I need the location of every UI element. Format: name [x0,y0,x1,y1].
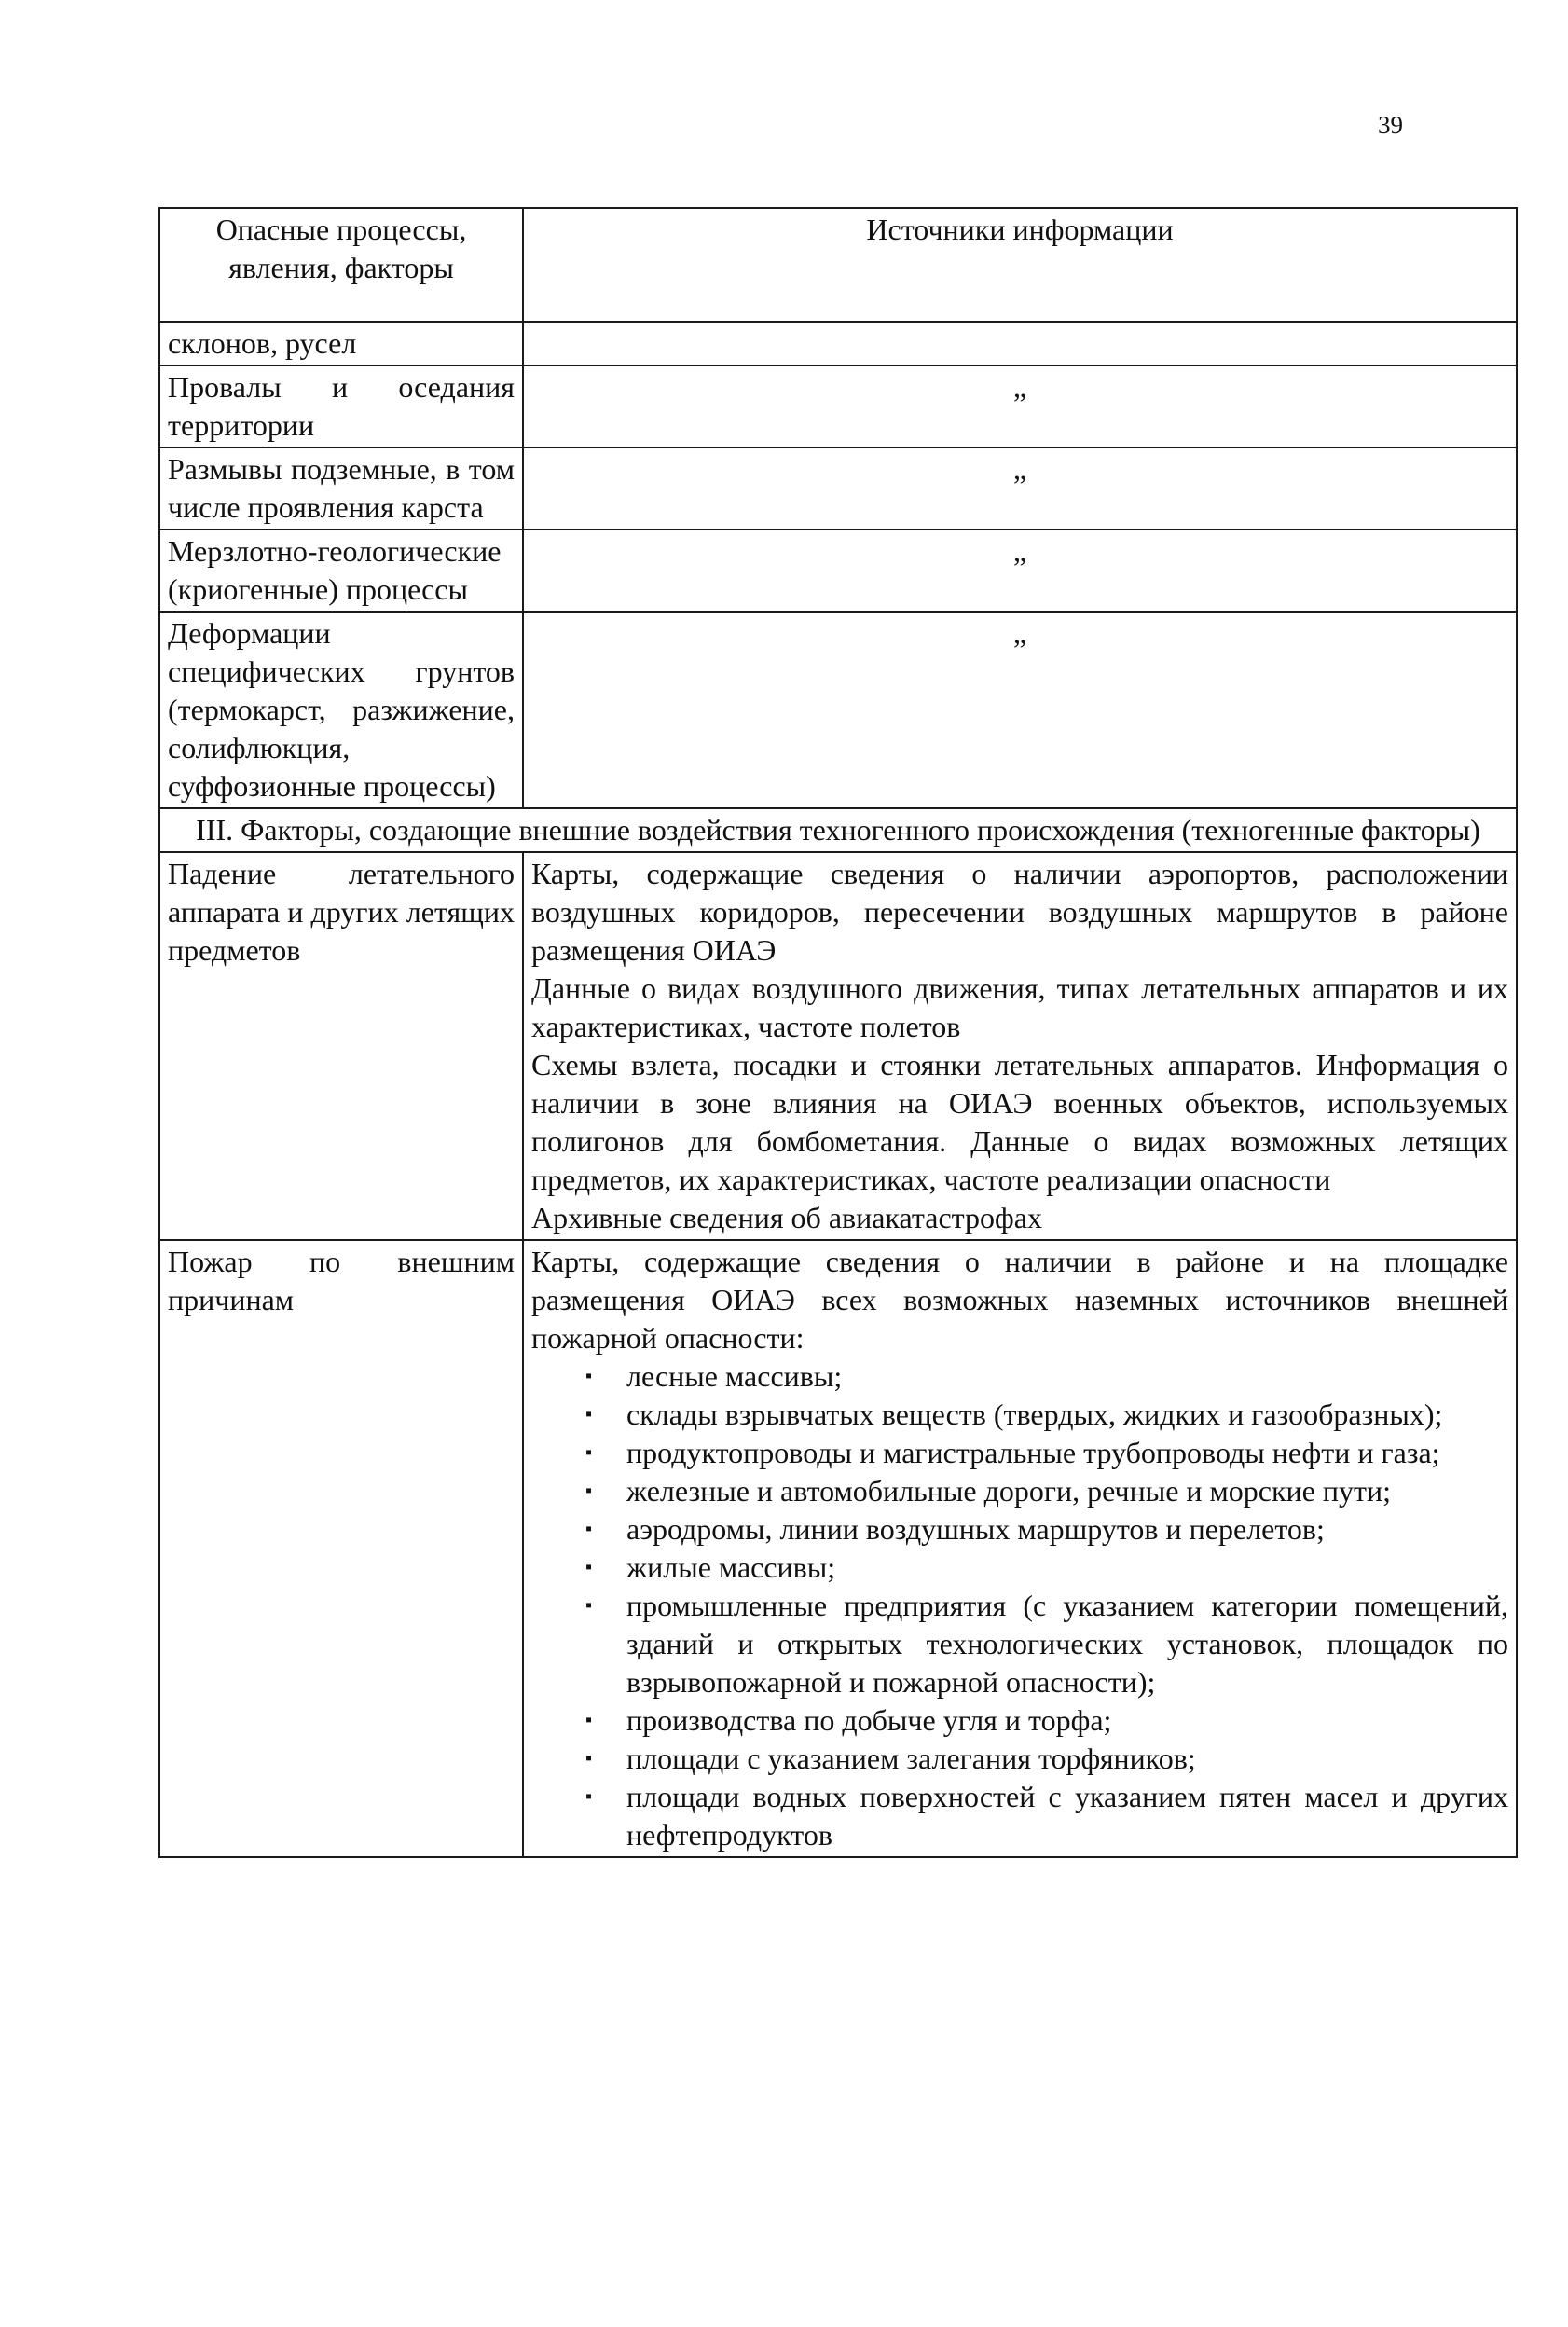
list-item-text: промышленные предприятия (с указанием категории помещений, зданий и открытых технологических установок, площадок по взрывопожарной и пожарной опасности); [626,1589,1508,1699]
ditto-mark: „ [523,448,1517,530]
list-item-text: аэродромы, линии воздушных маршрутов и перелетов; [626,1512,1325,1546]
fire-sources-list [531,1357,1508,1854]
bullet-icon: ▪ [585,1519,593,1539]
bullet-icon: ▪ [585,1442,593,1463]
bullet-icon: ▪ [585,1366,593,1386]
process-cell: Мерзлотно-геологические (криогенные) процессы [159,530,523,612]
table-row [159,322,1517,365]
source-intro: Карты, содержащие сведения о наличии в районе и на площадке размещения ОИАЭ всех возможных наземных источников внешней пожарной опасности: [531,1245,1508,1355]
list-item-text: жилые массивы; [626,1550,836,1584]
list-item-text: площади водных поверхностей с указанием пятен масел и других нефтепродуктов [626,1780,1508,1852]
table-row [159,612,1517,808]
list-item [585,1510,1508,1549]
list-item-text: производства по добыче угля и торфа; [626,1703,1112,1737]
process-cell: Провалы и оседания территории [159,365,523,448]
hazards-table [158,207,1518,1858]
list-item [585,1396,1508,1434]
ditto-mark: „ [523,612,1517,808]
list-item [585,1357,1508,1396]
source-cell [523,1240,1517,1857]
process-cell: Пожар по внешним причинам [159,1240,523,1857]
table-row [159,530,1517,612]
ditto-mark: „ [523,530,1517,612]
section-heading: III. Факторы, создающие внешние воздействия техногенного происхождения (техногенные факторы) [159,808,1517,852]
source-cell [523,322,1517,365]
list-item [585,1434,1508,1472]
bullet-icon: ▪ [585,1710,593,1730]
bullet-icon: ▪ [585,1786,593,1807]
list-item [585,1549,1508,1587]
source-paragraph: Карты, содержащие сведения о наличии аэропортов, расположении воздушных коридоров, пересечении воздушных маршрутов в районе размещения ОИАЭ [531,857,1508,967]
process-cell: Падение летательного аппарата и других летящих предметов [159,852,523,1240]
list-item [585,1740,1508,1778]
list-item [585,1778,1508,1854]
header-processes: Опасные процессы, явления, факторы [159,208,523,322]
list-item-text: площади с указанием залегания торфяников; [626,1742,1196,1775]
section-row [159,808,1517,852]
process-cell: Деформации специфических грунтов (термокарст, разжижение, солифлюкция, суффозионные процессы) [159,612,523,808]
source-paragraph: Архивные сведения об авиакатастрофах [531,1201,1042,1234]
list-item-text: железные и автомобильные дороги, речные и морские пути; [626,1474,1391,1508]
table-header-row [159,208,1517,322]
bullet-icon: ▪ [585,1748,593,1769]
list-item-text: продуктопроводы и магистральные трубопроводы нефти и газа; [626,1436,1440,1469]
process-cell: Размывы подземные, в том числе проявления карста [159,448,523,530]
table-row-aircraft [159,852,1517,1240]
bullet-icon: ▪ [585,1595,593,1616]
source-paragraph: Данные о видах воздушного движения, типах летательных аппаратов и их характеристиках, частоте полетов [531,971,1508,1043]
list-item-text: лесные массивы; [626,1359,843,1393]
bullet-icon: ▪ [585,1480,593,1501]
table-row [159,448,1517,530]
table-row-fire [159,1240,1517,1857]
source-paragraph: Схемы взлета, посадки и стоянки летательных аппаратов. Информация о наличии в зоне влияния на ОИАЭ военных объектов, используемых полигонов для бомбометания. Данные о видах возможных летящих предметов, их характеристиках, частоте реализации опасности [531,1048,1508,1196]
ditto-mark: „ [523,365,1517,448]
header-sources: Источники информации [523,208,1517,322]
list-item-text: склады взрывчатых веществ (твердых, жидких и газообразных); [626,1398,1443,1431]
bullet-icon: ▪ [585,1557,593,1577]
page-number: 39 [1378,111,1403,139]
table-row [159,365,1517,448]
bullet-icon: ▪ [585,1404,593,1425]
list-item [585,1587,1508,1701]
source-cell [523,852,1517,1240]
process-cell: склонов, русел [159,322,523,365]
list-item [585,1701,1508,1740]
list-item [585,1472,1508,1510]
